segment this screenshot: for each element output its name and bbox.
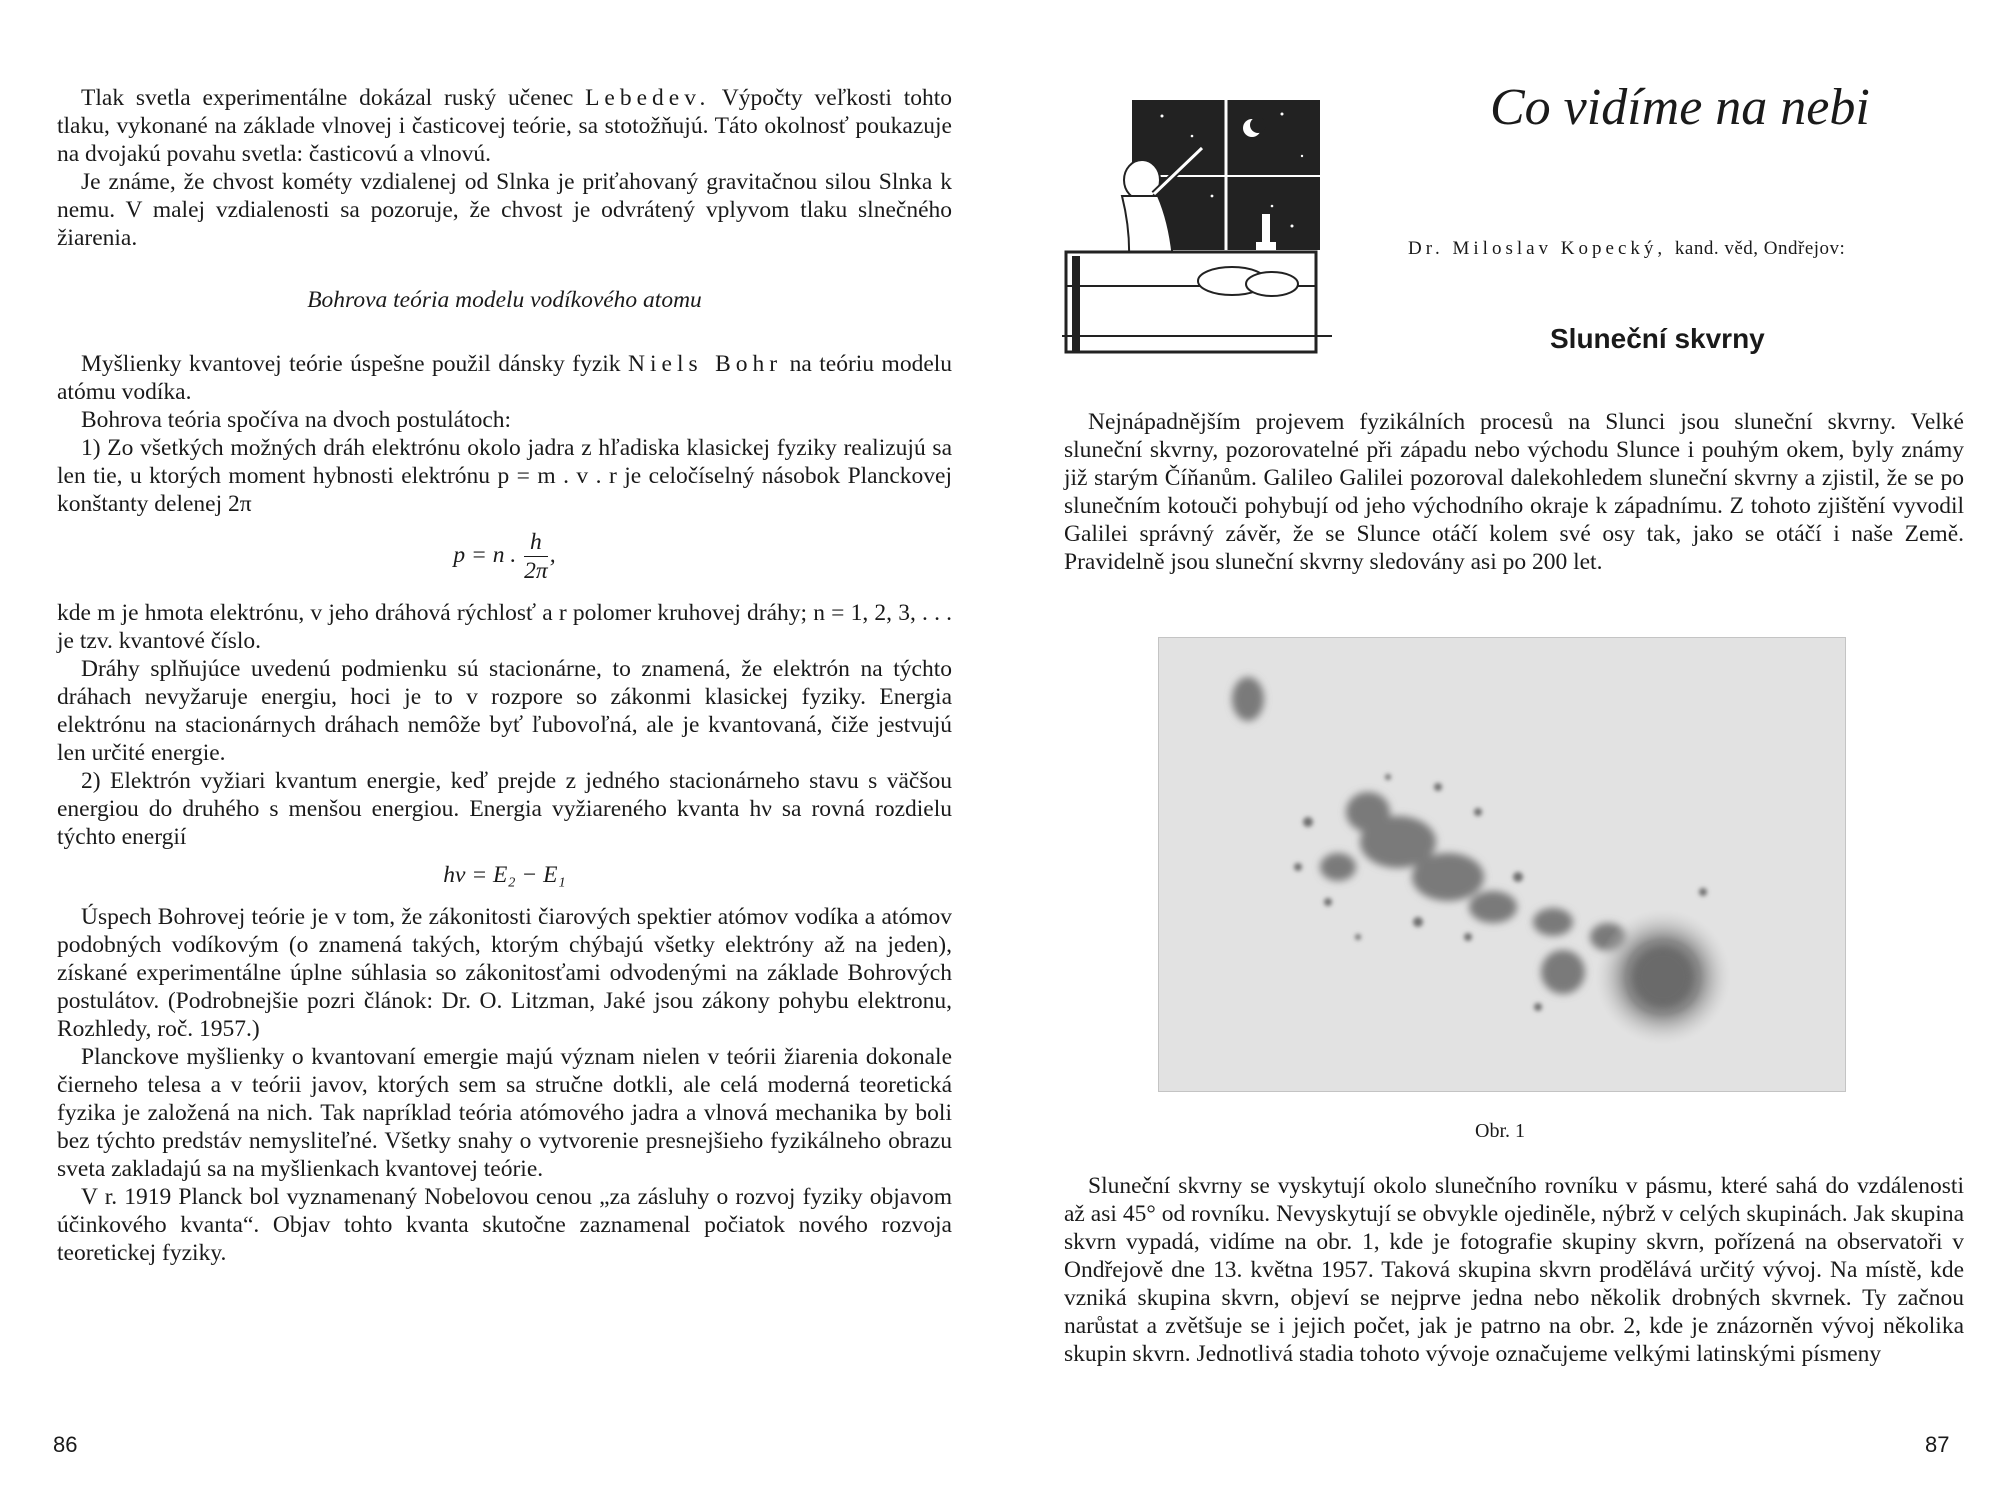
right-text-top xyxy=(1064,408,1964,576)
figure-caption: Obr. 1 xyxy=(1475,1120,1525,1142)
paragraph-kde: kde m je hmota elektrónu, v jeho dráhová rýchlosť a r polomer kruhovej dráhy; n = 1, 2, 3, . . . je tzv. kvantové číslo. xyxy=(57,600,952,654)
paragraph-sunspot-groups: Sluneční skvrny se vyskytují okolo slunečního rovníku v pásmu, které sahá do vzdálenosti až asi 45° od rovníku. Nevyskytují se obvykle ojediněle, nýbrž v celých skupinách. Jak skupina skvrn vypadá, vidíme na obr. 1, kde je fotografie skupiny skvrn, pořízená na observatoři v Ondřejově dne 13. května 1957. Taková skupina skvrn prodělává určitý vývoj. Na místě, kde vzniká skupina skvrn, objeví se nejprve jedna nebo několik drobných skvrnek. Ty začnou narůstat a zvětšuje se i jejich počet, jak je patrno na obr. 2, kde je znázorněn vývoj několika skupin skvrn. Jednotlivá stadia tohoto vývoje označujeme velkými latinskými písmeny xyxy=(1064,1173,1964,1367)
author-line: Dr. Miloslav Kopecký, kand. věd, Ondřejov: xyxy=(1408,238,1846,259)
paragraph-success: Úspech Bohrovej teórie je v tom, že zákonitosti čiarových spektier atómov vodíka a atómov podobných vodíkovým (o znamená takých, ktorým chýbajú všetky elektróny až na jeden), získané experimentálne úplne súhlasia so zákonitosťami odvodenými na základe Bohrových postulátov. (Podrobnejšie pozri článok: Dr. O. Litzman, Jaké jsou zákony pohybu elektronu, Rozhledy, roč. 1957.) xyxy=(57,904,952,1042)
paragraph-postulate-1: 1) Zo všetkých možných dráh elektrónu okolo jadra z hľadiska klasickej fyziky realizujú sa len tie, u ktorých moment hybnosti elektrónu p = m . v . r je celočíselný násobok Planckovej konštanty delenej 2π xyxy=(57,435,952,517)
right-page xyxy=(1000,0,2000,1501)
paragraph-nobel: V r. 1919 Planck bol vyznamenaný Nobelovou cenou „za zásluhy o rozvoj fyziky objavom účinkového kvanta“. Objav tohto kvanta skutočne zaznamenal počiatok nového rozvoja teoretickej fyziky. xyxy=(57,1184,952,1266)
paragraph-postulates: Bohrova teória spočíva na dvoch postulátoch: xyxy=(81,407,512,433)
right-text-bottom xyxy=(1064,1172,1964,1368)
paragraph-sunspots-intro: Nejnápadnějším projevem fyzikálních procesů na Slunci jsou sluneční skvrny. Velké sluneční skvrny, pozorovatelné při západu nebo východu Slunce i pouhým okem, byly známy již starým Číňanům. Galileo Galilei pozoroval dalekohledem sluneční skvrny a zjistil, že se po slunečním kotouči pohybují od jeho východního okraje k západnímu. Z tohoto zjištění vyvodil Galilei správný závěr, že se Slunce otáčí kolem své osy tak, jako se otáčí i naše Země. Pravidelně jsou sluneční skvrny sledovány asi po 200 let. xyxy=(1064,409,1964,575)
paragraph-postulate-2: 2) Elektrón vyžiari kvantum energie, keď prejde z jedného stacionárneho stavu s väčšou energiou do druhého s menšou energiou. Energia vyžiareného kvanta hν sa rovná rozdielu týchto energií xyxy=(57,768,952,850)
sunspot-photograph xyxy=(1158,637,1846,1092)
section-heading: Bohrova teória modelu vodíkového atomu xyxy=(307,287,702,313)
paragraph-planck: Planckove myšlienky o kvantovaní emergie majú význam nielen v teórii žiarenia dokonale čierneho telesa a v teórii javov, ktorých sem sa stručne dotkli, ale celá moderná teoretická fyzika je založená na nich. Tak napríklad teória atómového jadra a vlnová mechanika by boli bez týchto predstáv nemysliteľné. Všetky snahy o vytvorenie presnejšieho fyzikálneho obrazu sveta zakladajú sa na myšlienkach kvantovej teórie. xyxy=(57,1044,952,1182)
formula-momentum: p = n . $\frac{h}{2\pi}$ , xyxy=(453,529,556,584)
series-title: Co vidíme na nebi xyxy=(1490,79,1870,136)
page-number-right: 87 xyxy=(1925,1432,1950,1457)
paragraph-lebedev: Tlak svetla experimentálne dokázal ruský učenec Lebedev. Výpočty veľkosti tohto tlaku, vykonané na základe vlnovej i časticovej teórie, sa stotožňujú. Táto okolnosť poukazuje na dvojakú povahu svetla: časticovú a vlnovú. xyxy=(57,85,952,167)
page-number-left: 86 xyxy=(53,1432,78,1457)
formula-energy: hν = E₂ − E₁ xyxy=(443,862,566,888)
article-title: Sluneční skvrny xyxy=(1550,323,1765,354)
formula-fraction: $\frac{h}{2\pi}$ xyxy=(524,529,548,584)
name-lebedev: Lebedev. xyxy=(585,85,711,111)
paragraph-comet: Je známe, že chvost kométy vzdialenej od Slnka je priťahovaný gravitačnou silou Slnka k nemu. V malej vzdialenosti sa pozoruje, že chvost je odvrátený vplyvom tlaku slnečného žiarenia. xyxy=(57,169,952,251)
left-text-column xyxy=(57,84,952,1267)
name-bohr: Niels Bohr xyxy=(628,351,783,377)
paragraph-bohr-intro: Myšlienky kvantovej teórie úspešne použil dánsky fyzik Niels Bohr na teóriu modelu atómu vodíka. xyxy=(57,351,953,405)
stargazer-illustration xyxy=(1062,96,1332,358)
paragraph-stationary-orbits: Dráhy splňujúce uvedenú podmienku sú stacionárne, to znamená, že elektrón na týchto dráhach nevyžaruje energiu, hoci je to v rozpore so zákonmi klasickej fyziky. Energia elektrónu na stacionárnych dráhach nemôže byť ľubovoľná, ale je kvantovaná, čiže jestvujú len určité energie. xyxy=(57,656,952,766)
